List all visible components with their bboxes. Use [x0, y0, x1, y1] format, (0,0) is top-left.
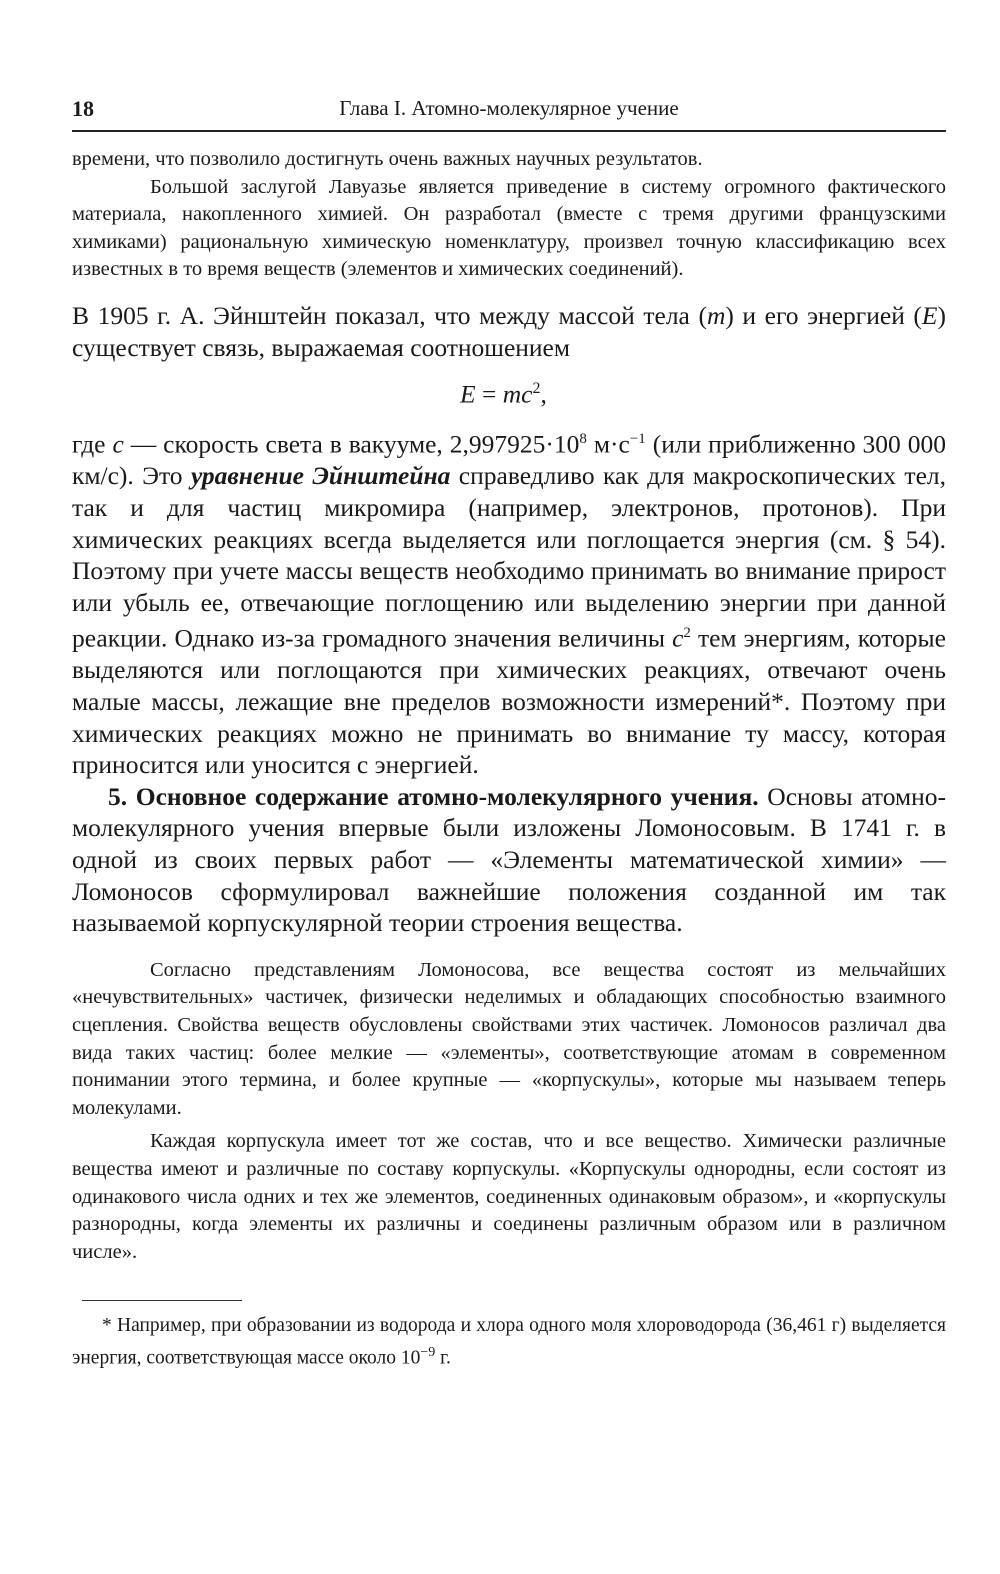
- paragraph-lomonosov-1: Согласно представлениям Ломоносова, все вещества состоят из мельчайших «нечувствительных» частичек, физически неделимых и обладающих способностью взаимного сцепления. Свойства веществ обусловлены свойствами этих частичек. Ломоносов различал два вида таких частиц: более мелкие — «элементы», соответствующие атомам в современном понимании этого термина, и более крупные — «корпускулы», которые мы называем теперь молекулами.: [72, 958, 946, 1119]
- lomonosov-block: [72, 957, 946, 1267]
- formula-comma: ,: [540, 379, 547, 409]
- formula-rhs: mc: [502, 379, 533, 409]
- text-run: В 1905 г. А. Эйнштейн показал, что между массой тела (: [72, 300, 707, 330]
- exponent-minus-9: −9: [420, 1344, 436, 1360]
- formula-equals: =: [475, 379, 503, 409]
- text-run: тем энергиям, которые выделяются или поглощаются при химических реакциях, отвечают очень малые массы, лежащие вне пределов возможности измерений*. Поэтому при химических реакциях можно не принимать во внимание ту массу, которая приносится или уносится с энергией.: [72, 623, 947, 780]
- page-number: 18: [72, 96, 94, 121]
- exponent-minus-1: −1: [629, 431, 646, 448]
- units: м·с: [586, 429, 630, 459]
- formula-lhs: E: [460, 379, 476, 409]
- text-run: (или приближенно 300 000 км/с). Это: [72, 429, 946, 491]
- text-run: г.: [435, 1347, 451, 1369]
- lavoisier-block: [72, 146, 946, 284]
- page-header: [72, 88, 946, 132]
- symbol-m: m: [706, 300, 726, 330]
- paragraph-lomonosov-2: Каждая корпускула имеет тот же состав, что и все вещество. Химически различные вещества имеют и различные по составу корпускулы. «Корпускулы однородны, если состоят из одинакового числа одних и тех же элементов, соединенных одинаковым образом», и «корпускулы разнородны, когда элементы их различны и соединены различным образом или в различном числе».: [72, 1130, 946, 1263]
- text-run: справедливо как для макроскопических тел, так и для частиц микромира (например, электронов, протонов). При химических реакциях всегда выделяется или поглощается энергия (см. § 54). Поэтому при учете массы веществ необходимо принимать во внимание прирост или убыль ее, отвечающие поглощению или выделению энергии при данной реакции. Однако из-за громадного значения величины: [72, 461, 946, 653]
- running-head: Глава I. Атомно-молекулярное учение: [339, 96, 679, 120]
- einstein-block: [72, 300, 946, 939]
- text-run: Основы атомно-молекулярного учения впервые были изложены Ломоносовым. В 1741 г. в одной из своих первых работ — «Элементы математической химии» — Ломоносов сформулировал важнейшие положения созданной им так называемой корпускулярной теории строения вещества.: [72, 781, 946, 938]
- text-run: где: [72, 429, 113, 459]
- symbol-c: c: [112, 429, 124, 459]
- footnote: [72, 1313, 946, 1371]
- exponent-8: 8: [579, 431, 587, 448]
- text-run: ) существует связь, выражаемая соотношением: [72, 300, 946, 362]
- section-5-paragraph: [72, 781, 946, 939]
- text-run: ) и его энергией (: [725, 300, 922, 330]
- paragraph-einstein-explanation: [72, 424, 946, 781]
- book-page: [72, 88, 946, 1372]
- paragraph-lavoisier: Большой заслугой Лавуазье является приведение в систему огромного фактического материала, накопленного химией. Он разработал (вместе с тремя другими французскими химиками) рациональную химическую номенклатуру, произвел точную классификацию всех известных в то время веществ (элементов и химических соединений).: [72, 175, 946, 281]
- paragraph-einstein-intro: [72, 300, 946, 363]
- text-run: — скорость света в вакууме, 2,997925·10: [123, 429, 580, 459]
- section-title: 5. Основное содержание атомно-молекулярного учения.: [108, 781, 759, 811]
- symbol-c: c: [672, 623, 684, 653]
- exponent-2: 2: [683, 625, 691, 642]
- einstein-formula: [72, 373, 946, 410]
- formula-exponent: 2: [532, 380, 541, 398]
- symbol-e: E: [921, 300, 938, 330]
- term-einstein-equation: уравнение Эйнштейна: [190, 461, 451, 491]
- footnote-rule: [82, 1300, 242, 1301]
- paragraph-continuation: времени, что позволило достигнуть очень важных научных результатов.: [72, 148, 703, 170]
- text-run: * Например, при образовании из водорода и хлора одного моля хлороводорода (36,461 г) выделяется энергия, соответствующая массе около 10: [72, 1315, 946, 1369]
